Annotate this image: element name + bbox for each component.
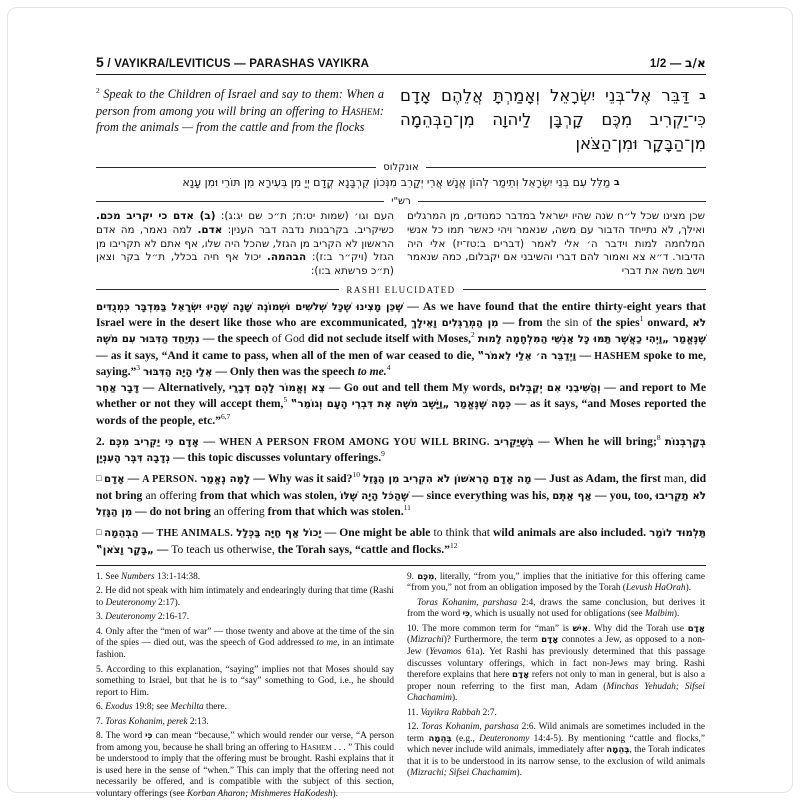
text-segment: — Alternatively, bbox=[139, 381, 229, 395]
rashi-column-right bbox=[407, 210, 705, 279]
text-segment: מִכֶּם bbox=[417, 571, 435, 582]
rashi-column-left bbox=[96, 210, 394, 279]
text-segment: ). bbox=[332, 788, 338, 799]
text-segment: 13:1-14:38. bbox=[154, 571, 201, 582]
divider-rule bbox=[96, 167, 376, 168]
footnote-ref: 12 bbox=[449, 540, 458, 550]
text-segment: Toras Kohanim, parshasa bbox=[417, 597, 518, 608]
text-segment: — as it says, “And it came to pass, when all of the men of war ceased to die, bbox=[96, 348, 478, 362]
text-segment: 2:13. bbox=[187, 716, 209, 727]
footnote-ref: 11 bbox=[403, 503, 411, 513]
text-segment: מִן הַמְרַגְּלִים וָאֵילָךְ bbox=[410, 318, 499, 330]
text-segment: 6. bbox=[96, 702, 106, 713]
hebrew-verse-body: דַּבֵּר אֶל־בְּנֵי יִשְׂרָאֵל וְאָמַרְתָּ אֲלֵהֶם אָדָם כִּי־יַקְרִיב מִכֶּם קָרְבָּן לַיהוָה מִן־הַבְּהֵמָה מִן־הַבָּקָר וּמִן־הַצֹּאן bbox=[400, 86, 706, 153]
text-segment: 2. bbox=[96, 434, 109, 448]
footnote-ref: 1 bbox=[639, 314, 644, 324]
text-segment: . . . ” This could be understood to imply that the offering must be brought. Rashi explains that it is used here in the sense of “when.” This can imply that the offering need not necessarily be offered, and is compatible with the subject of this section, voluntary offerings (see bbox=[96, 742, 394, 799]
hebrew-verse-text bbox=[400, 84, 706, 156]
footnotes-rule bbox=[96, 565, 706, 566]
text-segment: — Go out and tell them My words, bbox=[325, 381, 510, 395]
text-segment: 2:4, draws the same conclusion, but derives it from the word bbox=[407, 597, 705, 620]
text-segment: spoke to me, saying.” bbox=[96, 348, 707, 378]
text-segment: — from bbox=[498, 316, 547, 330]
text-segment: to me. bbox=[357, 364, 387, 378]
footnote-ref: 2 bbox=[471, 330, 475, 340]
text-segment: 10. The more common term for “man” is bbox=[407, 623, 573, 634]
text-segment: from that which was stolen. bbox=[267, 505, 404, 519]
footnotes-column-right bbox=[407, 572, 705, 803]
text-segment: □ bbox=[96, 473, 105, 484]
text-segment: , literally, “from you,” implies that the initiative for this offering came “from you,” not from an obligation imposed by the Torah ( bbox=[407, 571, 706, 594]
text-segment: Speak to the Children of Israel and say to them: When a person from among you will bring an offering to bbox=[96, 87, 384, 118]
text-segment: Minchas Yehudah; Sifsei Chachamim bbox=[407, 681, 705, 704]
text-segment: שֶׁכֵּן מָצִינוּ שֶׁכָּל שְׁלֹשִׁים וּשְׁמוֹנֶה שָׁנָה שֶׁהָיוּ יִשְׂרָאֵל בַּמִּדְבָּר כִּמְנֻדִּים bbox=[96, 301, 404, 313]
text-segment: — as it says, “and Moses reported the words of the people, etc.” bbox=[96, 397, 707, 427]
text-segment: העם וגו׳ (שמות יט:ח; ת״כ שם יג:ג): bbox=[215, 210, 394, 223]
folio-dash: — bbox=[669, 58, 682, 70]
footnote bbox=[407, 624, 705, 705]
text-segment: Mizrachi bbox=[410, 635, 444, 646]
text-segment: )? Furthermore, the term bbox=[443, 635, 542, 646]
text-segment: אָדָם bbox=[687, 623, 705, 634]
footnote bbox=[407, 598, 705, 621]
footnote bbox=[96, 627, 394, 662]
footnote bbox=[96, 731, 394, 800]
footnote bbox=[96, 586, 394, 609]
text-segment: the spies bbox=[596, 316, 640, 330]
text-segment: . Why did the Torah use bbox=[587, 623, 688, 634]
text-segment: refers not only to man in general, but is also a proper noun referring to the first man, Adam ( bbox=[407, 670, 706, 692]
text-segment: לֹא תַקְרִיבוּ מִן הַגָּזֵל bbox=[96, 490, 707, 519]
text-segment: Exodus bbox=[105, 702, 133, 713]
text-segment: the Torah says, “cattle and flocks.” bbox=[277, 542, 450, 556]
onkelos-label: אונקלוס bbox=[383, 161, 419, 173]
text-segment: אָדָם bbox=[511, 670, 530, 681]
text-segment: 19:8; see bbox=[132, 702, 171, 713]
verse-translation bbox=[96, 84, 384, 156]
footnote bbox=[407, 722, 705, 780]
text-segment: — bbox=[124, 472, 143, 486]
text-segment: 8. The word bbox=[96, 731, 146, 742]
text-segment: Toras Kohanim, parshasa bbox=[421, 722, 519, 733]
footnote-ref: 9 bbox=[381, 449, 385, 459]
rashi-commentary bbox=[96, 210, 706, 279]
text-segment: שֶׁנֶּאֱמַר „וַיְהִי כַאֲשֶׁר תַּמּוּ כָּל אַנְשֵׁי הַמִּלְחָמָה לָמוּת bbox=[477, 334, 707, 346]
text-segment: did not seclude itself with Moses, bbox=[307, 332, 472, 346]
text-segment: 1. See bbox=[96, 571, 122, 582]
text-segment: , which is usually not used for obligations (see bbox=[469, 609, 645, 620]
text-segment: לֹא נִתְיַחֵד הַדִּבּוּר עִם מֹשֶׁה bbox=[96, 318, 706, 346]
text-segment: אֵלַי הָיָה הַדִּבּוּר bbox=[142, 366, 213, 378]
text-segment: wild animals are also included. bbox=[493, 526, 650, 540]
text-segment: there. bbox=[203, 702, 227, 713]
text-segment: בְּשֶׁיַּקְרִיב bbox=[493, 436, 534, 448]
text-segment: HASHEM bbox=[594, 350, 641, 362]
text-segment: לָמָּה נֶאֱמַר bbox=[200, 474, 251, 486]
footnote-ref: 4 bbox=[386, 363, 391, 372]
text-segment: — this topic discusses voluntary offerings. bbox=[170, 451, 382, 465]
text-segment: תַּלְמוּד לוֹמַר „בָּקָר וָצֹאן‟ bbox=[96, 528, 707, 556]
rashi-divider bbox=[96, 196, 706, 207]
text-segment: Mechilta bbox=[170, 702, 204, 713]
text-segment: 2:17). bbox=[155, 597, 181, 608]
footnote bbox=[407, 572, 705, 595]
text-segment: Hashem bbox=[341, 103, 380, 118]
text-segment: וַיְדַבֵּר ה׳ אֵלַי לֵאמֹר‟ bbox=[477, 350, 577, 362]
verse-section bbox=[96, 84, 706, 156]
text-segment: to me, bbox=[316, 638, 340, 649]
text-segment: onward, bbox=[643, 316, 693, 330]
footnote-ref: 3 bbox=[136, 363, 141, 372]
text-segment: A PERSON. bbox=[142, 474, 198, 486]
text-segment: from that which was stolen, bbox=[199, 488, 341, 502]
text-segment: 2:16-17. bbox=[155, 612, 190, 623]
text-segment: כִּי bbox=[462, 609, 470, 620]
text-segment: man, bbox=[663, 472, 690, 486]
divider-rule bbox=[96, 289, 339, 290]
text-segment: — bbox=[153, 542, 172, 556]
text-segment: (ב) אדם כי יקריב מכם. bbox=[96, 210, 216, 223]
text-segment: Deuteronomy bbox=[479, 733, 530, 744]
text-segment: צֵא וֶאֱמוֹר לָהֶם דְּבָרַי bbox=[228, 383, 326, 395]
text-segment: WHEN A PERSON FROM AMONG YOU WILL BRING. bbox=[219, 436, 490, 448]
text-segment: למה נאמר, מה אדם הראשון לא הקריב מן הגזל, שהכל היה שלו, אף אתם לא תקריבו מן הגזל (ויק״ר ב:ז): bbox=[96, 223, 394, 264]
text-segment: בְּהֵמָה bbox=[606, 745, 630, 756]
text-segment: אָדָם כִּי יַקְרִיב מִכֶּם bbox=[108, 436, 200, 448]
text-segment: 2:6. Wild animals are sometimes included in the term bbox=[407, 722, 705, 744]
divider-rule bbox=[463, 289, 706, 290]
onkelos-text bbox=[96, 176, 706, 190]
footnote bbox=[96, 572, 394, 584]
text-segment: ). bbox=[673, 609, 680, 620]
text-segment: can mean “because,” which would render our verse, “A person from among you, because he shall bring an offering to bbox=[96, 731, 394, 753]
text-segment: 14:4-5). By mentioning “cattle and flocks,” which never include wild animals, immediately after bbox=[407, 733, 705, 756]
text-segment: בְּקָרְבְּנוֹת נְדָבָה דִּבֶּר הָעִנְיָן bbox=[96, 436, 706, 465]
onkelos-verse-number: ב bbox=[613, 176, 620, 188]
header-dash: — bbox=[234, 58, 246, 70]
elucidated-label: RASHI ELUCIDATED bbox=[346, 284, 456, 295]
text-segment: Vayikra Rabbah bbox=[420, 707, 481, 718]
text-segment: 3. bbox=[96, 612, 106, 623]
text-segment: — you, too, bbox=[591, 488, 656, 502]
text-segment: an offering bbox=[213, 505, 268, 519]
text-segment: — One might be able bbox=[321, 526, 434, 540]
text-segment: — bbox=[138, 526, 157, 540]
folio-pages: 1/2 bbox=[649, 58, 667, 70]
text-segment: — When he will bring; bbox=[533, 434, 657, 448]
text-segment: שֶׁהַכֹּל הָיָה שֶׁלּוֹ bbox=[340, 490, 409, 502]
text-segment: to think that bbox=[433, 526, 494, 540]
divider-rule bbox=[96, 201, 384, 202]
footnotes-column-left bbox=[96, 572, 394, 803]
text-segment: ( bbox=[407, 635, 411, 646]
text-segment: : from the animals — from the cattle and from the flocks bbox=[96, 103, 384, 135]
text-segment: הבהמה. bbox=[266, 251, 307, 264]
text-segment: Levush HaOrah bbox=[625, 583, 686, 594]
header-title bbox=[96, 54, 369, 70]
text-segment: Yevamos bbox=[429, 646, 462, 657]
text-segment: 61a). Yet Rashi has previously determined that this passage discusses voluntary offerings, which in fact non-Jews may bring. Rashi therefore explains that here bbox=[407, 646, 705, 681]
text-segment: (e.g., bbox=[451, 733, 480, 744]
text-segment: — As we have found that the entire thirty-eight years that Israel were in the desert like those who are excommunicated, bbox=[96, 299, 706, 330]
text-segment: — bbox=[576, 348, 595, 362]
text-segment: an offering bbox=[145, 488, 200, 502]
page-content bbox=[96, 54, 706, 803]
text-segment: שכן מצינו שכל ל״ח שנה שהיו ישראל במדבר כמנודים, מן המרגלים ואילך, לא נתייחד הדבור עם משה, שנאמר ויהי כאשר תמו כל אנשי המלחמה למות וידבר ה׳ אלי לאמר (דברים ב:טז־יז) אלי היה הדיבור. ד״א צא ואמור להם דברי והשיבני אם יקבלום, כמה שנאמר וישב משה את דברי bbox=[407, 210, 705, 277]
text-segment: אָדָם bbox=[541, 635, 559, 646]
footnote-ref: 5 bbox=[283, 395, 288, 405]
text-segment: אָדָם bbox=[104, 474, 125, 486]
folio-hebrew: א/ב bbox=[684, 56, 706, 70]
footnote bbox=[96, 717, 394, 729]
text-segment: Numbers bbox=[121, 571, 155, 582]
elucidated-divider bbox=[96, 285, 706, 295]
footnote-ref: 10 bbox=[352, 470, 360, 480]
text-segment: 2. He did not speak with him intimately and endearingly during that time (Rashi to bbox=[96, 586, 394, 608]
text-segment: Mizrachi; Sifsei Chachamim bbox=[410, 768, 517, 779]
footnotes-section bbox=[96, 572, 706, 803]
text-segment: Korban Aharon; Mishmeres HaKodesh bbox=[186, 788, 333, 799]
header-folio bbox=[650, 56, 706, 70]
text-segment: — since everything was his, bbox=[408, 488, 553, 502]
text-segment: 9. bbox=[407, 571, 418, 582]
page-number: 5 bbox=[96, 54, 104, 70]
text-segment: ). bbox=[516, 768, 522, 779]
header-separator: / bbox=[107, 58, 111, 70]
footnote-ref: 6,7 bbox=[220, 411, 231, 421]
footnote bbox=[96, 612, 394, 624]
hebrew-verse-number: ב bbox=[699, 89, 706, 102]
text-segment: וְהַשִּׁיבֵנִי אִם יְקַבְּלוּם bbox=[509, 383, 601, 395]
text-segment: מָה אָדָם הָרִאשׁוֹן לֹא הִקְרִיב מִן הַגָּזֵל bbox=[363, 474, 532, 486]
text-segment: 5. According to this explanation, “saying” implies not that Moses should say something to Israel, but that he is to “say” something to God, i.e., he should report to Him. bbox=[96, 664, 394, 698]
elucidated-paragraph bbox=[96, 434, 706, 467]
text-segment: Toras Kohanim, perek bbox=[105, 716, 188, 727]
text-segment: of God bbox=[271, 332, 308, 346]
text-segment: — Only then was the speech bbox=[212, 364, 358, 378]
text-segment: דָּבָר אַחֵר bbox=[96, 383, 140, 395]
divider-rule bbox=[426, 167, 706, 168]
footnote bbox=[96, 702, 394, 714]
text-segment: אדם. bbox=[197, 223, 223, 236]
rashi-label: רש"י bbox=[391, 196, 411, 208]
text-segment: in an intimate fashion. bbox=[96, 638, 394, 660]
text-segment: כְּמָה שֶׁנֶּאֱמַר „וַיָּשֶׁב מֹשֶׁה אֶת דִּבְרֵי הָעָם וְגוֹמֵר‟ bbox=[290, 399, 512, 411]
text-segment: Hashem bbox=[300, 742, 332, 753]
footnote-ref: 8 bbox=[656, 433, 661, 443]
text-segment: To teach us otherwise, bbox=[171, 542, 278, 556]
text-segment: Deuteronomy bbox=[105, 597, 156, 608]
divider-rule bbox=[418, 201, 706, 202]
text-segment: יכול אף חיה בכלל, ת״ל בקר וצאן (ת״כ פרשתא ב:ו): bbox=[96, 251, 394, 277]
book-title: VAYIKRA/LEVITICUS bbox=[114, 58, 231, 70]
text-segment: — do not bring bbox=[132, 505, 214, 519]
text-segment: — Just as Adam, the first bbox=[531, 472, 664, 486]
parashah-title: PARASHAS VAYIKRA bbox=[249, 58, 370, 70]
text-segment: did not bring bbox=[96, 472, 707, 502]
text-segment: — bbox=[199, 434, 220, 448]
text-segment: the sin of bbox=[546, 316, 597, 330]
text-segment: — Why was it said? bbox=[250, 472, 353, 486]
text-segment: THE ANIMALS. bbox=[156, 528, 234, 540]
footnote-ref: 2 bbox=[96, 85, 100, 95]
text-segment: , the Torah indicates that it is to be understood in its narrow sense, to the exclusion of wild animals ( bbox=[407, 745, 705, 779]
text-segment: Deuteronomy bbox=[105, 612, 156, 623]
text-segment: ). bbox=[451, 693, 458, 704]
onkelos-divider bbox=[96, 162, 706, 173]
text-segment: — and report to Me whether or not they will accept them, bbox=[96, 381, 707, 411]
text-segment: □ bbox=[96, 527, 105, 538]
text-segment: בְּהֵמָה bbox=[428, 733, 452, 744]
text-segment: 12. bbox=[407, 722, 422, 733]
text-segment: כשיקריב. בקרבנות נדבה דבר הענין: bbox=[222, 223, 395, 236]
text-segment: 11. bbox=[407, 707, 421, 718]
text-segment: 2:7. bbox=[480, 707, 497, 718]
text-segment: ). bbox=[685, 583, 691, 594]
footnote bbox=[407, 708, 705, 720]
text-segment: הַבְּהֵמָה bbox=[104, 528, 139, 540]
text-segment: 4. Only after the “men of war” — those twenty and above at the time of the sin of the spies — died out, was the speech of God addressed bbox=[96, 626, 394, 649]
text-segment: 7. bbox=[96, 716, 106, 727]
text-segment: connotes a Jew, as opposed to a non-Jew ( bbox=[407, 635, 705, 657]
footnote bbox=[96, 665, 394, 700]
page-header bbox=[96, 54, 706, 75]
text-segment: אַף אַתֶּם bbox=[552, 490, 592, 502]
text-segment: כִּי bbox=[145, 731, 153, 742]
rashi-elucidated-text bbox=[96, 299, 706, 558]
text-segment: יָכוֹל אַף חַיָּה בַּכְּלָל bbox=[236, 528, 322, 540]
elucidated-paragraph bbox=[96, 471, 706, 520]
elucidated-paragraph bbox=[96, 380, 706, 429]
elucidated-paragraph bbox=[96, 299, 706, 380]
text-segment: אִישׁ bbox=[572, 623, 588, 634]
onkelos-body: מַלֵּל עִם בְּנֵי יִשְׂרָאֵל וְתֵימַר לְהוֹן אֱנָשׁ אֲרֵי יְקָרֵב מִנְּכוֹן קֻרְבָּנָא קֳדָם יְיָ מִן בְּעִירָא מִן תּוֹרֵי וּמִן עָנָא bbox=[182, 175, 611, 189]
elucidated-paragraph bbox=[96, 525, 706, 558]
text-segment: Malbim bbox=[645, 609, 674, 620]
text-segment: — the speech bbox=[199, 332, 272, 346]
